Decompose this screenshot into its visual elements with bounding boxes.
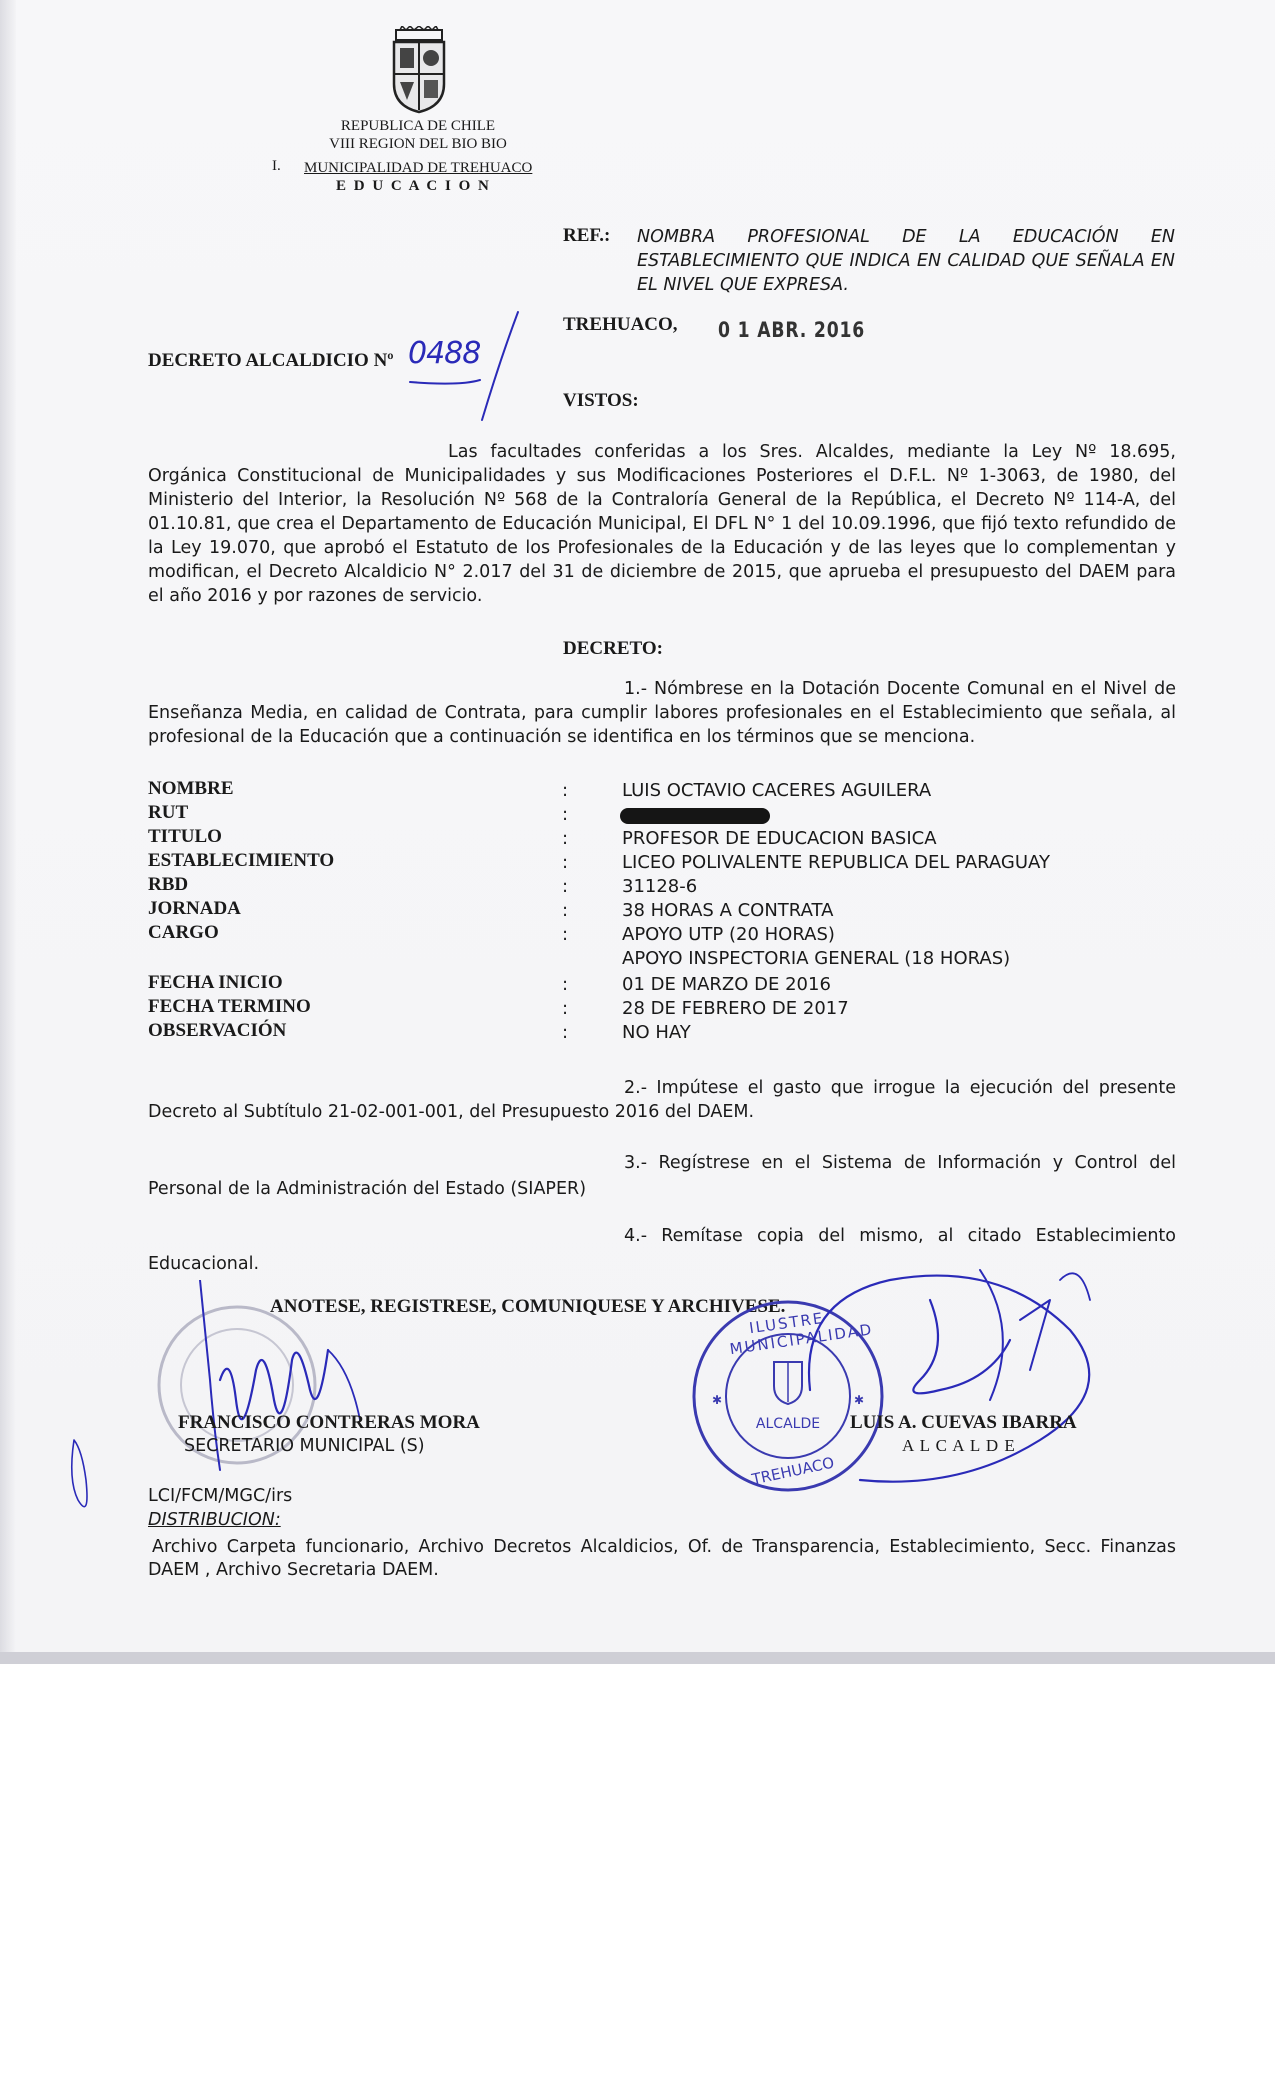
field-colon: : [562, 974, 569, 995]
field-value-jornada: 38 HORAS A CONTRATA [622, 900, 834, 921]
secretary-signature [60, 1280, 480, 1520]
field-colon: : [562, 804, 569, 825]
field-value-titulo: PROFESOR DE EDUCACION BASICA [622, 828, 937, 849]
field-value-cargo: APOYO UTP (20 HORAS) [622, 924, 835, 945]
scan-shadow [0, 0, 16, 1652]
mayor-signature [780, 1240, 1120, 1510]
redacted-rut-mark [620, 808, 770, 824]
field-label-fecha-inicio: FECHA INICIO [148, 972, 283, 993]
field-colon: : [562, 1022, 569, 1043]
header-country: REPUBLICA DE CHILE [340, 118, 496, 134]
field-colon: : [562, 780, 569, 801]
coat-of-arms-icon [388, 26, 450, 114]
field-label-observacion: OBSERVACIÓN [148, 1020, 287, 1041]
stamp-top-text: ILUSTRE MUNICIPALIDAD [728, 1308, 875, 1359]
field-colon: : [562, 828, 569, 849]
decreto-title: DECRETO: [563, 638, 663, 659]
decree-slash-mark [400, 300, 530, 430]
field-colon: : [562, 924, 569, 945]
field-colon: : [562, 876, 569, 897]
decreto-point-2: 2.- Impútese el gasto que irrogue la ejecución del presente Decreto al Subtítulo 21-02-001-001, del Presupuesto 2016 del DAEM. [148, 1078, 1176, 1122]
decreto-point-1: 1.- Nómbrese en la Dotación Docente Comunal en el Nivel de Enseñanza Media, en calidad de Contrata, para cumplir labores profesionales en el Establecimiento que señala, al profesional de la Educación que a continuación se identifica en los términos que se menciona. [148, 679, 1176, 747]
field-colon: : [562, 852, 569, 873]
field-label-establecimiento: ESTABLECIMIENTO [148, 850, 335, 871]
initials: LCI/FCM/MGC/irs [148, 1486, 293, 1506]
date-stamp: 0 1 ABR. 2016 [718, 318, 866, 342]
field-label-fecha-termino: FECHA TERMINO [148, 996, 311, 1017]
field-value-fecha-inicio: 01 DE MARZO DE 2016 [622, 974, 831, 995]
stamp-bottom-text: TREHUACO [750, 1453, 836, 1489]
decreto-point-3: 3.- Regístrese en el Sistema de Información y Control del Personal de la Administración del Estado (SIAPER) [148, 1153, 1176, 1199]
mayor-name: LUIS A. CUEVAS IBARRA [850, 1412, 1077, 1433]
ref-text: NOMBRA PROFESIONAL DE LA EDUCACIÓN EN ESTABLECIMIENTO QUE INDICA EN CALIDAD QUE SEÑALA EN EL NIVEL QUE EXPRESA. [637, 227, 1175, 295]
field-label-cargo: CARGO [148, 922, 219, 943]
field-label-rbd: RBD [148, 874, 189, 895]
ref-label: REF.: [563, 225, 611, 246]
distribucion-title: DISTRIBUCION: [148, 1510, 281, 1530]
header-prefix: I. [272, 158, 281, 174]
decree-number: 0488 [408, 336, 481, 371]
svg-text:✱: ✱ [854, 1393, 865, 1407]
field-colon: : [562, 998, 569, 1019]
field-value-nombre: LUIS OCTAVIO CACERES AGUILERA [622, 780, 932, 801]
field-label-jornada: JORNADA [148, 898, 241, 919]
closing-formula: ANOTESE, REGISTRESE, COMUNIQUESE Y ARCHIVESE. [270, 1296, 786, 1317]
field-colon: : [562, 900, 569, 921]
secretary-name: FRANCISCO CONTRERAS MORA [178, 1412, 480, 1433]
field-value-rbd: 31128-6 [622, 876, 698, 897]
field-value-establecimiento: LICEO POLIVALENTE REPUBLICA DEL PARAGUAY [622, 852, 1050, 873]
field-value-fecha-termino: 28 DE FEBRERO DE 2017 [622, 998, 849, 1019]
distribucion-text: Archivo Carpeta funcionario, Archivo Decretos Alcaldicios, Of. de Transparencia, Establecimiento, Secc. Finanzas DAEM , Archivo Secretaria DAEM. [148, 1537, 1176, 1580]
stamp-middle-text: ALCALDE [755, 1416, 821, 1432]
mayor-title: A L C A L D E [902, 1436, 1016, 1455]
appointment-details [148, 778, 1178, 1048]
field-value-cargo-2: APOYO INSPECTORIA GENERAL (18 HORAS) [622, 948, 1011, 969]
field-label-rut: RUT [148, 802, 189, 823]
header-region: VIII REGION DEL BIO BIO [329, 136, 507, 152]
place-label: TREHUACO, [563, 314, 678, 335]
vistos-title: VISTOS: [563, 390, 639, 411]
field-value-observacion: NO HAY [622, 1022, 691, 1043]
field-label-titulo: TITULO [148, 826, 222, 847]
scan-edge [0, 1652, 1275, 1664]
vistos-text: Las facultades conferidas a los Sres. Alcaldes, mediante la Ley Nº 18.695, Orgánica Constitucional de Municipalidades y sus Modificaciones Posteriores el D.F.L. Nº 1-3063, de 1980, del Ministerio del Interior, la Resolución Nº 568 de la Contraloría General de la República, el Decreto Nº 114-A, del 01.10.81, que crea el Departamento de Educación Municipal, El DFL N° 1 del 10.09.1996, que fijó texto refundido de la Ley 19.070, que aprobó el Estatuto de los Profesionales de la Educación y de las leyes que lo complementan y modifican, el Decreto Alcaldicio N° 2.017 del 31 de diciembre de 2015, que aprueba el presupuesto del DAEM para el año 2016 y por razones de servicio. [148, 442, 1176, 606]
decree-label: DECRETO ALCALDICIO Nº [148, 350, 394, 371]
decreto-point-4: 4.- Remítase copia del mismo, al citado Establecimiento Educacional. [148, 1226, 1176, 1274]
header-department: E D U C A C I O N [336, 178, 491, 194]
svg-text:✱: ✱ [712, 1393, 723, 1407]
secretary-title: SECRETARIO MUNICIPAL (S) [184, 1436, 425, 1456]
field-label-nombre: NOMBRE [148, 778, 234, 799]
header-municipality: MUNICIPALIDAD DE TREHUACO [304, 160, 533, 176]
